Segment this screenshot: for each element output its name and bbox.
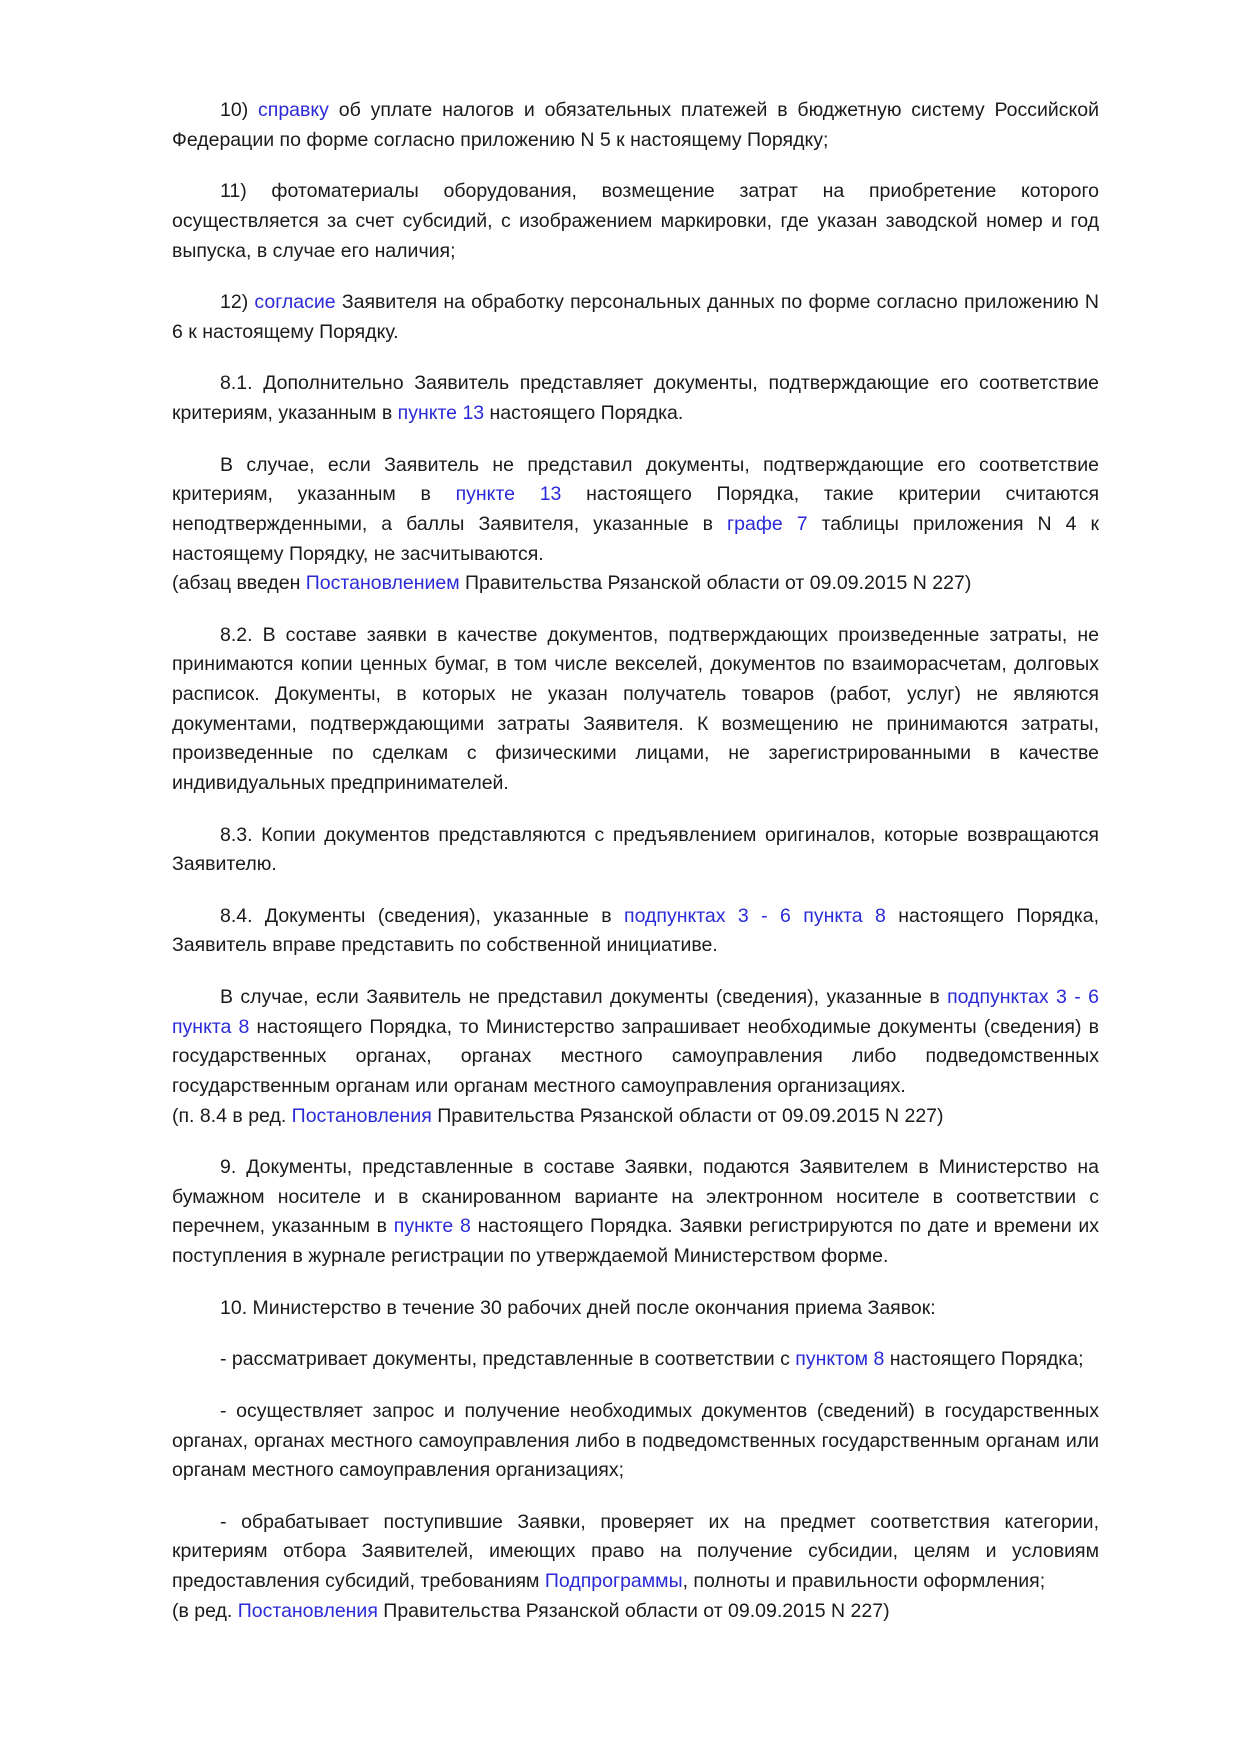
paragraph-note-10 [172, 1597, 1099, 1627]
paragraph-item-9 [172, 1153, 1099, 1272]
paragraph-item-8-4 [172, 902, 1099, 961]
paragraph-item-10-main [172, 1294, 1099, 1324]
paragraph-text: настоящего Порядка, то Министерство запрашивает необходимые документы (сведения) в государственных органах, органах местного самоуправления либо подведомственных государственным органам или органам местного самоуправления организациях. [172, 1015, 1099, 1097]
paragraph-item-8-3 [172, 821, 1099, 880]
reference-link[interactable]: подпунктах 3 - 6 пункта 8 [172, 986, 1099, 1038]
reference-link[interactable]: пункте 8 [393, 1215, 471, 1238]
paragraph-text: 8.4. Документы (сведения), указанные в [220, 904, 625, 927]
reference-link[interactable]: пункте 13 [455, 483, 562, 506]
paragraph-text: В случае, если Заявитель не представил документы, подтверждающие его соответствие критериям, указанным в [172, 453, 1099, 506]
paragraph-text: - обрабатывает поступившие Заявки, проверяет их на предмет соответствия категории, критериям отбора Заявителей, имеющих право на получение субсидии, целям и условиям предоставления субсидий, требованиям [172, 1510, 1099, 1592]
document-body [172, 96, 1099, 1626]
paragraph-text: таблицы приложения N 4 к настоящему Порядку, не засчитываются. [172, 512, 1099, 565]
paragraph-text: настоящего Порядка. Заявки регистрируются по дате и времени их поступления в журнале регистрации по утверждаемой Министерством форме. [172, 1215, 1099, 1267]
paragraph-item-8-1 [172, 369, 1099, 428]
reference-link[interactable]: пункте 13 [397, 402, 485, 424]
reference-link[interactable]: графе 7 [727, 512, 808, 535]
paragraph-text: настоящего Порядка. [484, 402, 684, 424]
paragraph-text: настоящего Порядка, Заявитель вправе представить по собственной инициативе. [172, 904, 1099, 957]
paragraph-item-8-4-case [172, 983, 1099, 1102]
paragraph-item-12 [172, 288, 1099, 347]
paragraph-text: 10) [220, 99, 259, 121]
paragraph-text: В случае, если Заявитель не представил документы (сведения), указанные в [220, 986, 948, 1008]
paragraph-text: настоящего Порядка, такие критерии считаются неподтвержденными, а баллы Заявителя, указанные в [172, 483, 1099, 535]
paragraph-text: - осуществляет запрос и получение необходимых документов (сведений) в государственных органах, органах местного самоуправления либо в подведомственных государственным органам или органам местного самоуправления организациях; [172, 1399, 1099, 1482]
reference-link[interactable]: справку [258, 99, 329, 121]
paragraph-note-8-4 [172, 1102, 1099, 1132]
paragraph-text: , полноты и правильности оформления; [682, 1570, 1046, 1592]
paragraph-text: Правительства Рязанской области от 09.09.2015 N 227) [431, 1104, 944, 1127]
reference-link[interactable]: согласие [254, 291, 336, 314]
paragraph-item-10-dash-1 [172, 1345, 1099, 1375]
paragraph-item-8-2 [172, 621, 1099, 799]
paragraph-note-8-1 [172, 569, 1099, 599]
paragraph-item-10 [172, 96, 1099, 155]
paragraph-text: Правительства Рязанской области от 09.09.2015 N 227) [459, 572, 972, 595]
paragraph-item-10-dash-2 [172, 1397, 1099, 1486]
reference-link[interactable]: Постановления [291, 1104, 432, 1127]
paragraph-text: 8.1. Дополнительно Заявитель представляет документы, подтверждающие его соответствие критериям, указанным в [172, 372, 1099, 424]
paragraph-text: (п. 8.4 в ред. [172, 1104, 292, 1127]
paragraph-text: 8.2. В составе заявки в качестве документов, подтверждающих произведенные затраты, не принимаются копии ценных бумаг, в том числе векселей, документов по взаиморасчетам, долговых расписок. Документы, в которых не указан получатель товаров (работ, услуг) не являются документами, подтверждающими затраты Заявителя. К возмещению не принимаются затраты, произведенные по сделкам с физическими лицами, не зарегистрированными в качестве индивидуальных предпринимателей. [172, 623, 1099, 794]
paragraph-text: (абзац введен [172, 572, 306, 595]
paragraph-text: 8.3. Копии документов представляются с предъявлением оригиналов, которые возвращаются Заявителю. [172, 823, 1099, 876]
paragraph-text: настоящего Порядка; [884, 1348, 1084, 1371]
reference-link[interactable]: Постановлением [305, 572, 460, 595]
paragraph-text: 9. Документы, представленные в составе Заявки, подаются Заявителем в Министерство на бумажном носителе и в сканированном варианте на электронном носителе в соответствии с перечнем, указанным в [172, 1156, 1099, 1238]
reference-link[interactable]: подпунктах 3 - 6 пункта 8 [624, 904, 886, 927]
paragraph-text: 12) [220, 291, 255, 314]
paragraph-text: - рассматривает документы, представленные в соответствии с [220, 1348, 796, 1371]
paragraph-item-11 [172, 177, 1099, 266]
reference-link[interactable]: Постановления [237, 1599, 378, 1622]
paragraph-text: (в ред. [172, 1599, 238, 1622]
paragraph-text: об уплате налогов и обязательных платежей в бюджетную систему Российской Федерации по форме согласно приложению N 5 к настоящему Порядку; [172, 99, 1099, 151]
paragraph-text: 11) фотоматериалы оборудования, возмещение затрат на приобретение которого осуществляется за счет субсидий, с изображением маркировки, где указан заводской номер и год выпуска, в случае его наличия; [172, 180, 1099, 262]
reference-link[interactable]: пунктом 8 [795, 1348, 885, 1371]
paragraph-text: Правительства Рязанской области от 09.09.2015 N 227) [377, 1599, 890, 1622]
paragraph-text: 10. Министерство в течение 30 рабочих дней после окончания приема Заявок: [220, 1296, 936, 1319]
paragraph-item-8-1-case [172, 451, 1099, 570]
paragraph-text: Заявителя на обработку персональных данных по форме согласно приложению N 6 к настоящему Порядку. [172, 291, 1099, 343]
paragraph-item-10-dash-3 [172, 1508, 1099, 1597]
reference-link[interactable]: Подпрограммы [544, 1570, 683, 1592]
